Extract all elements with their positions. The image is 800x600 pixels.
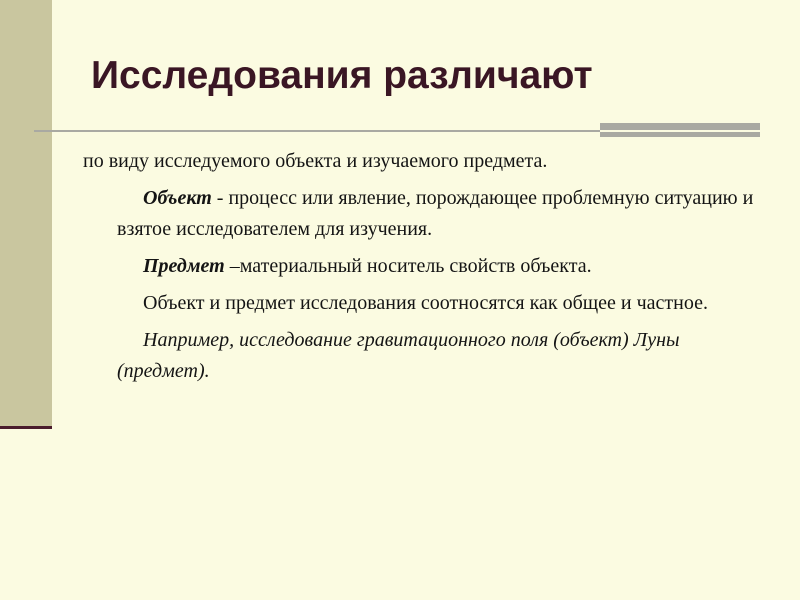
left-accent-bar (0, 0, 52, 427)
object-term: Объект (143, 187, 212, 209)
example-text: Например, исследование гравитационного поля (объект) Луны (предмет). (117, 329, 680, 382)
slide-title: Исследования различают (91, 54, 593, 97)
example-paragraph (83, 325, 763, 387)
subject-term: Предмет (143, 255, 225, 277)
slide-body (83, 146, 763, 393)
left-accent-underline (0, 426, 52, 429)
title-divider-line (34, 130, 600, 132)
subject-definition-paragraph (83, 251, 763, 282)
subject-definition-text: –материальный носитель свойств объекта. (224, 255, 592, 277)
relation-paragraph (83, 288, 763, 319)
title-divider-block-stripe (600, 130, 760, 132)
object-definition-paragraph (83, 183, 763, 245)
object-definition-text: - процесс или явление, порождающее проблемную ситуацию и взятое исследователем для изучения. (117, 187, 754, 240)
relation-text: Объект и предмет исследования соотносятся как общее и частное. (143, 292, 708, 314)
intro-paragraph: по виду исследуемого объекта и изучаемого предмета. (83, 150, 548, 172)
